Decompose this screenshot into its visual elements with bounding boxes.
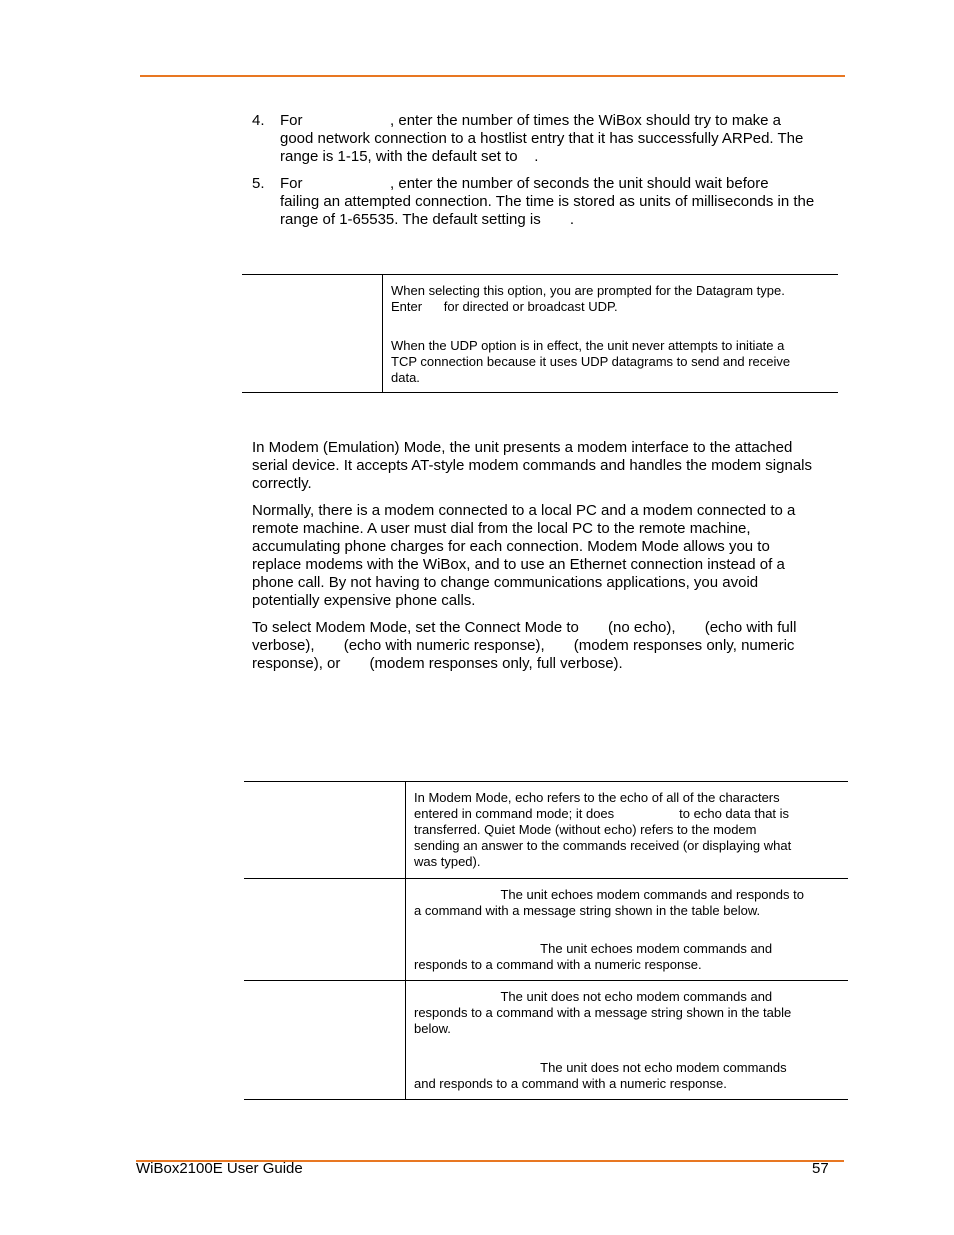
header-rule [140, 75, 845, 77]
step-line: For , enter the number of times the WiBox should try to make a [280, 112, 782, 129]
para-line: potentially expensive phone calls. [252, 592, 476, 609]
cell-line: entered in command mode; it does to echo data that is [414, 806, 790, 821]
table-bottom-border [244, 1099, 848, 1100]
cell-line: When selecting this option, you are prompted for the Datagram type. [391, 283, 785, 298]
cell-line: The unit does not echo modem commands and [414, 989, 773, 1004]
step-line: For , enter the number of seconds the unit should wait before [280, 175, 769, 192]
step-text [280, 175, 842, 229]
table-top-border [242, 274, 838, 275]
step-line: good network connection to a hostlist entry that it has successfully ARPed. The [280, 130, 804, 147]
quiet-numeric-cell [414, 1060, 787, 1092]
cell-line: The unit echoes modem commands and responds to [414, 887, 804, 902]
para-line: correctly. [252, 475, 312, 492]
cell-line: Enter for directed or broadcast UDP. [391, 299, 618, 314]
table-row-divider [244, 878, 848, 879]
para-line: serial device. It accepts AT-style modem commands and handles the modem signals [252, 457, 812, 474]
footer-title: WiBox2100E User Guide [136, 1160, 303, 1177]
table-column-divider [382, 274, 383, 393]
step-4 [252, 112, 842, 168]
step-number: 4. [252, 112, 265, 129]
quiet-verbose-cell [414, 989, 791, 1037]
table-column-divider [405, 781, 406, 1100]
step-line: failing an attempted connection. The time is stored as units of milliseconds in the [280, 193, 815, 210]
modem-normal-paragraph [252, 502, 842, 610]
cell-line: TCP connection because it uses UDP datagrams to send and receive [391, 354, 791, 369]
step-5 [252, 175, 842, 231]
para-line: response), or (modem responses only, full verbose). [252, 655, 623, 672]
cell-line: transferred. Quiet Mode (without echo) refers to the modem [414, 822, 757, 837]
para-line: remote machine. A user must dial from the local PC to the remote machine, [252, 520, 751, 537]
step-line: range is 1-15, with the default set to . [280, 148, 539, 165]
para-line: phone call. By not having to change communications applications, you avoid [252, 574, 759, 591]
cell-line: responds to a command with a numeric response. [414, 957, 702, 972]
step-text [280, 112, 842, 166]
cell-line: When the UDP option is in effect, the unit never attempts to initiate a [391, 338, 785, 353]
table-row-divider [244, 980, 848, 981]
cell-line: a command with a message string shown in the table below. [414, 903, 761, 918]
para-line: verbose), (echo with numeric response), (modem responses only, numeric [252, 637, 795, 654]
para-line: replace modems with the WiBox, and to use an Ethernet connection instead of a [252, 556, 785, 573]
cell-line: below. [414, 1021, 451, 1036]
cell-line: and responds to a command with a numeric response. [414, 1076, 727, 1091]
cell-line: sending an answer to the commands received (or displaying what [414, 838, 792, 853]
modem-select-paragraph [252, 619, 842, 673]
para-line: Normally, there is a modem connected to a local PC and a modem connected to a [252, 502, 796, 519]
cell-line: The unit echoes modem commands and [414, 941, 773, 956]
udp-note-tcp [391, 338, 790, 386]
para-line: accumulating phone charges for each connection. Modem Mode allows you to [252, 538, 770, 555]
cell-line: In Modem Mode, echo refers to the echo of all of the characters [414, 790, 780, 805]
table-bottom-border [242, 392, 838, 393]
step-line: range of 1-65535. The default setting is . [280, 211, 575, 228]
step-number: 5. [252, 175, 265, 192]
cell-line: data. [391, 370, 420, 385]
cell-line: was typed). [414, 854, 481, 869]
page-number: 57 [812, 1160, 829, 1177]
cell-line: responds to a command with a message string shown in the table [414, 1005, 792, 1020]
para-line: In Modem (Emulation) Mode, the unit presents a modem interface to the attached [252, 439, 793, 456]
echo-definition-cell [414, 790, 791, 870]
udp-note-datagram [391, 283, 785, 315]
para-line: To select Modem Mode, set the Connect Mode to (no echo), (echo with full [252, 619, 797, 636]
echo-numeric-cell [414, 941, 772, 973]
echo-verbose-cell [414, 887, 804, 919]
modem-intro-paragraph [252, 439, 842, 493]
cell-line: The unit does not echo modem commands [414, 1060, 787, 1075]
table-top-border [244, 781, 848, 782]
